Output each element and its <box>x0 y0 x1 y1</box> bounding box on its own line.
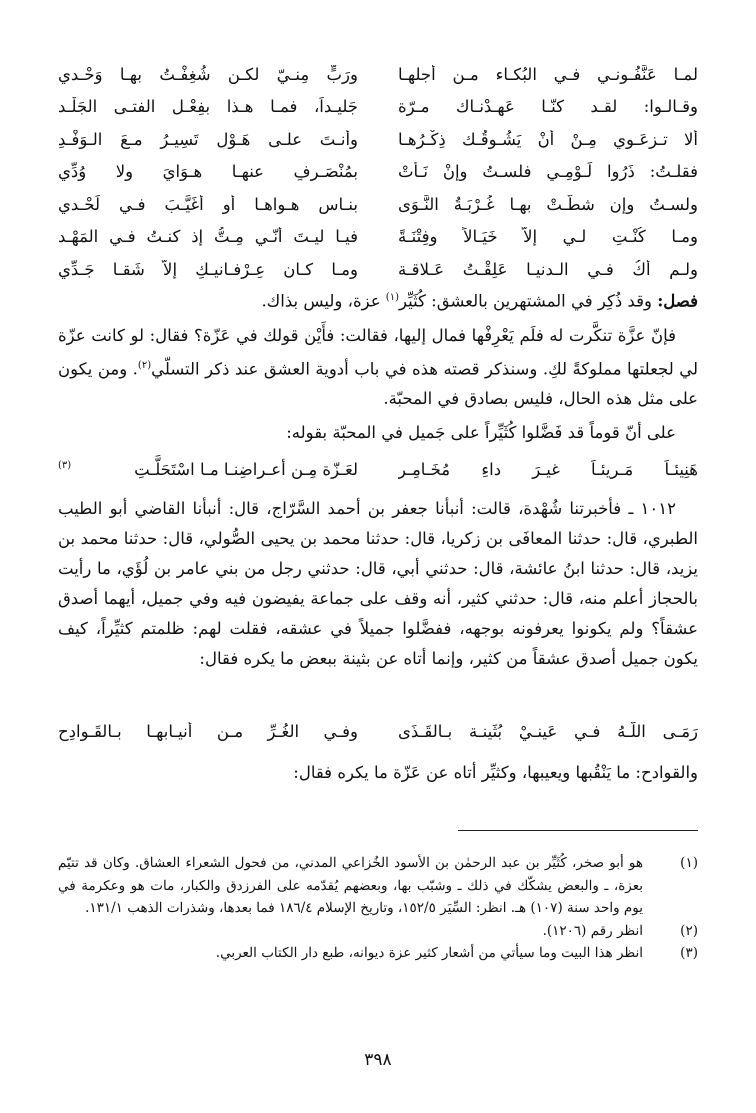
poem-block <box>58 58 698 286</box>
verse-hemistich: بمُنْصَـرِفٍ عنهـا هـوَايَ ولا وُدِّي <box>58 162 358 182</box>
footnote <box>58 942 698 965</box>
footnote-number: (٢) <box>680 922 698 939</box>
verse-couplet <box>58 156 698 189</box>
verse-hemistich: رَمَـى اللَّـهُ فـي عَينـيْ بُثَينـة بـالقَـذَى <box>398 722 698 741</box>
verse-couplet <box>58 460 698 479</box>
footnote-ref: (٢) <box>137 359 152 371</box>
verse-hemistich: ألا تـزعَـوي مِـنْ أنْ يَشُـوقُـك ذِكْـرُهـا <box>398 129 698 149</box>
paragraph <box>58 321 698 415</box>
footnote-text: انظر هذا البيت وما سيأتي من أشعار كثير عزة ديوانه، طبع دار الكتاب العربي. <box>215 945 643 961</box>
verse-couplet <box>58 91 698 124</box>
page-number: ٣٩٨ <box>364 1050 392 1070</box>
verse-hemistich: لمـا عَنَّفُـونـي فـي البُكـاء مـن أجلهـا <box>398 64 698 84</box>
main-text <box>58 283 698 452</box>
verse-hemistich: وقـالـوا: لقـد كنّـا عَهِـدْنـاك مـرّة <box>398 97 698 117</box>
verse-hemistich: هَنِيئـاً مَـرِيئـاً غيـرَ داءِ مُخَـامِـرٍ <box>398 460 698 479</box>
verse-couplet <box>58 722 698 741</box>
verse-hemistich: فقلـتُ: ذَرُوا لَـوْمِـي فلسـتُ وإنْ نَـأتْ <box>398 162 698 182</box>
footnote-ref: (٣) <box>58 460 72 471</box>
verse-hemistich: ومـا كُنْـتِ لـي إلاّ خَيَـالاً وفِتْنَـةً <box>398 227 698 247</box>
verse-hemistich: فيـا ليـتَ أنّـي مِـتُّ إذ كنـتُ فـي المَهْـد <box>58 227 358 247</box>
verse-hemistich: جَليـداً، فمـا هـذا بفِعْـل الفتـى الجَلْـد <box>58 97 358 117</box>
verse-couplet <box>58 188 698 221</box>
footnote-text: هو أبو صخر، كُثَيِّر بن عبد الرحمٰن بن الأسود الخُزاعي المدني، من فحول الشعراء العشاق. وكان قد تتيّم بعزة، ـ والبعض يشكّك في ذلك ـ وشبّب بها، وبعضهم يُقدّمه على الفرزدق والكبار، مات هو وعكرمة في يوم واحد سنة (١٠٧) هـ. انظر: السِّيَر ١٥٢/٥، وتاريخ الإسلام ١٨٦/٤ فما بعدها، وشذرات الذهب ١٣١/١. <box>58 855 643 916</box>
paragraph: والقوادح: ما يَنْقُبها ويعيبها، وكثيِّر أتاه عن عَزّة ما يكره فقال: <box>293 763 698 782</box>
footnote-number: (١) <box>680 855 698 871</box>
verse-couplet <box>58 221 698 254</box>
main-text-2 <box>58 494 698 678</box>
verse-couplet <box>58 58 698 91</box>
verse-hemistich: ومـا كـان عِـرْفـانيـكِ إلاّ شَقـا جَـدِّي <box>58 259 358 279</box>
verse-text: لعَـزّة مِـن أعـراضِنـا مـا اسْتَحَلَّـتِ <box>134 460 358 479</box>
footnote-text: انظر رقم (١٢٠٦). <box>542 922 643 939</box>
section-label: فصل: <box>657 291 698 311</box>
paragraph-text: . ومن يكون على مثل هذه الحال، فليس بصادق في المحبّة. <box>58 359 698 408</box>
verse-couplet <box>58 253 698 286</box>
paragraph-text: وقد ذُكِر في المشتهرين بالعشق: كُثَيِّر <box>398 291 658 311</box>
paragraph-text: عزة، وليس بذاك. <box>261 291 386 311</box>
verse-hemistich: بنـاسٍ هـواهـا أو أُغَيَّـبَ فـي لَحْـدي <box>58 194 358 214</box>
paragraph: على أنّ قوماً قد فَضَّلوا كُثَيِّراً على جَميل في المحبّة بقوله: <box>286 423 676 442</box>
paragraph-text: فإنّ عزَّة تنكَّرت له فلَم يَعْرِفْها فمال إليها، فقالت: فأَيْن قولك في عَزّة؟ فقال: لو كانت عزّة لي لجعلتها مملوكةً لكِ. وسنذكر قصته هذه في باب أدوية العشق عند ذكر التسلّي <box>58 325 698 378</box>
footnote-ref: (١) <box>385 292 399 303</box>
verse-couplet <box>58 123 698 156</box>
verse-hemistich <box>58 460 358 479</box>
verse-hemistich: ورَبٍّ مِنـيّ لكـن شُغِفْـتُ بهـا وَحْـدي <box>58 64 358 84</box>
verse-hemistich: وفـي الغُـرِّ مـن أنيـابهـا بـالقَـوادِح <box>58 722 358 741</box>
footnote-number: (٣) <box>680 945 698 961</box>
footnotes <box>58 852 698 965</box>
verse-hemistich: ولـم أكُ فـي الـدنيـا عَلِقْـتُ عَـلاقـة <box>398 259 698 279</box>
verse-hemistich: وأنـتَ علـى هَـوْلٍ تَسِيـرُ مـعَ الـوَفْـدِ <box>58 129 358 149</box>
footnote <box>58 920 698 943</box>
main-text-3 <box>58 758 698 792</box>
footnote <box>58 852 698 920</box>
paragraph-hadith: ١٠١٢ ـ فأخبرتنا شُهْدة، قالت: أنبأنا جعفر بن أحمد السَّرّاج، قال: أنبأنا القاضي أبو الطيب الطبري، قال: حدثنا المعافَى بن زكريا، قال: حدثنا محمد بن يحيى الصُّولي، قال: حدثنا محمد بن يزيد، قال: حدثنا ابنُ عائشة، قال: حدثني أبي، قال: حدثني رجل من بني عامر بن لُؤَي، ما رأيت بالحجاز أعلم منه، قال: حدثني كثير، أنه وقف على جماعة يفيضون فيه وفي جميل، أيهما أصدق عشقاً؟ ولم يكونوا يعرفونه بوجهه، ففضَّلوا جميلاً في عشقه، فقلت لهم: ظلمتم كثيِّراً، كيف يكون جميل أصدق عشقاً من كثير، وإنما أتاه عن بثينة ببعض ما يكره فقال: <box>58 499 698 668</box>
verse-hemistich: ولسـتُ وإن شطَّـتْ بهـا غُـرْبَـةُ النَّـوَى <box>398 194 698 214</box>
footnote-divider <box>458 830 698 831</box>
paragraph-fasl <box>58 283 698 317</box>
